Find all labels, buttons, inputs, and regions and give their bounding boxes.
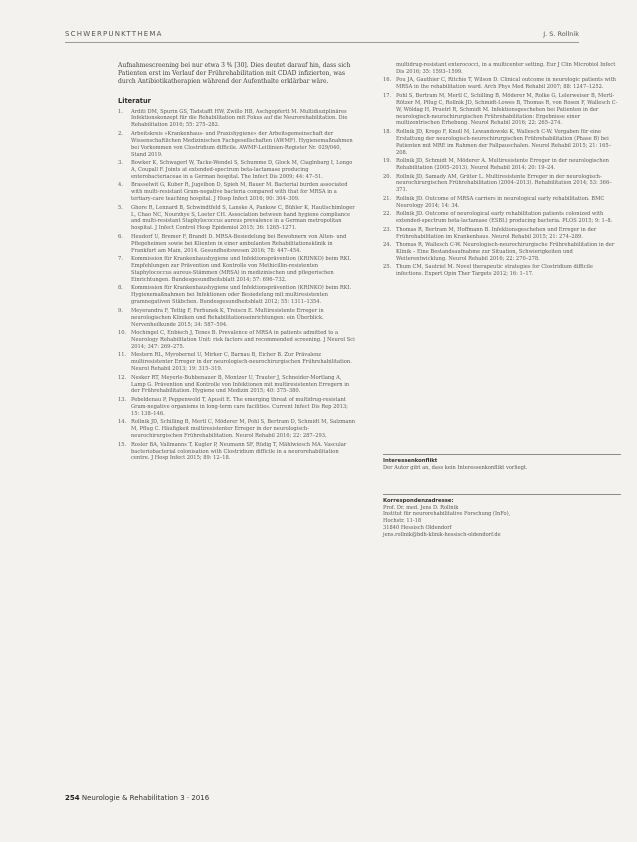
reference-continuation (383, 62, 621, 76)
reference-number: 6. (118, 233, 123, 240)
reference-text: Rollnik JD. Outcome of MRSA carriers in neurological early rehabilitation. BMC Neurology 2014; 14: 34. (396, 195, 605, 209)
reference-number: 25. (383, 264, 392, 271)
reference-number (383, 62, 396, 76)
literature-heading: Literatur (118, 96, 151, 105)
reference-item (118, 352, 356, 373)
reference-text: Pebeldenau P, Peppenwold T, Apusit E. The emerging threat of multidrug-resistant Gram-negative organisms in long-term care facilities. Current Infect Dis Rep 2013; 15: 138–146. (131, 396, 348, 417)
reference-text: Bowker K, Schwagerl W, Tacke-Wendel S, Schumme D, Glock M, Ciaglnbarg I, Longo A, Coupall F. Joints at extended-spectrum beta-lactamase producing enterobacteriaceae in a German hospital. The Infect Dis 2009; 44: 47–51. (131, 160, 353, 180)
reference-number: 17. (383, 92, 392, 99)
reference-number: 14. (118, 419, 127, 426)
conflicts-title: Interessenkonflikt (383, 457, 438, 464)
reference-number: 1. (118, 108, 123, 115)
correspondence-line: 31840 Hessisch Oldendorf (383, 525, 452, 532)
reference-item (118, 234, 356, 255)
reference-list-right (383, 77, 621, 278)
reference-text: Rollnik JD, Samady AM, Grüter L. Multiresistente Erreger in der neurologisch-neurochirurgischen Frührehabilitation (2004–2013). Rehabilitation 2014; 53: 366–371. (396, 173, 612, 194)
conflicts-divider (383, 454, 621, 455)
right-column (383, 62, 621, 539)
reference-number: 15. (118, 441, 127, 448)
reference-item (383, 242, 621, 263)
reference-number: 9. (118, 307, 123, 314)
reference-text: Ghore R, Lennard B, Schwindtfeld S, Lanske A, Pankow C, Bühler K, Hautlschimloger L, Chao NC, Nourzhye S, Loeter CH. Association between hand hygiene compliance and multi-resistant Staphylococcus aureus prevalence in a German metropolitan hospital. J Infect Control Hosp Epidemiol 2015; 36: 1265–1271. (131, 204, 355, 232)
reference-item (118, 160, 356, 181)
reference-item (383, 174, 621, 195)
reference-item (118, 205, 356, 233)
running-header-authors: J. S. Rollnik (543, 30, 579, 38)
reference-number: 21. (383, 195, 392, 202)
reference-item (118, 109, 356, 130)
reference-item (118, 182, 356, 203)
correspondence-line: Prof. Dr. med. Jens D. Rollnik (383, 504, 459, 511)
reference-item (118, 419, 356, 440)
reference-text: Brasselwit G, Kuber R, Jugelbon D, Spieh M, Bauer M. Bacterial burden associated with multi-resistant Gram-negative bacteria compared with that for MRSA in a tertiary-care teaching hospital. J Hosp Infect 2016; 90: 304–309. (131, 182, 348, 203)
reference-text: Heudorf U, Bremer F, Brandt D. MRSA-Besiedelung bei Bewohnern von Alten- und Pflegeheimen sowie bei Klienten in einer ambulanten Rehabilitationsklinik in Frankfurt am Main, 2014. Gesundheitswesen 2016; 78: 447–454. (131, 233, 347, 254)
reference-item (383, 129, 621, 157)
reference-item (118, 285, 356, 306)
correspondence-divider (383, 494, 621, 495)
reference-number: 7. (118, 256, 123, 263)
reference-number: 10. (118, 330, 127, 337)
intro-paragraph: Aufnahmescreening bei nur etwa 3 % [30]. Dies deutet darauf hin, dass sich Patienten erst im Verlauf der Frührehabilitation mit CDAD infizierten, was durch Antibiotikatherapien während der Aufenthalte erklärbar wäre. (118, 62, 351, 86)
reference-number: 11. (118, 352, 127, 359)
reference-text: Arbeitskreis »Krankenhaus- und Praxishygiene« der Arbeitsgemeinschaft der Wissenschaftlichen Medizinischen Fachgesellschaften (AWMF). Hygienemaßnahmen bei Vorkommen von Clostridium difficile. AWMF-Leitlinien-Register Nr. 029/040, Stand 2019. (131, 130, 353, 158)
footer-journal: Neurologie & Rehabilitation 3 · 2016 (81, 794, 210, 802)
reference-text: Arditi DM, Spurin GS, Tadstafft HW, Zwillo HB, Aschgopfertt M. Multidisziplinäres Infektionskonzept für die Rehabilitation mit Fokus auf die Neurorehabilitation. Die Rehabilitation 2016; 55: 275–282. (131, 108, 348, 129)
reference-number: 3. (118, 160, 123, 167)
reference-item (383, 227, 621, 241)
correspondence-title: Korrespondenzadresse: (383, 497, 454, 504)
reference-text: Rollnik JD, Schmidt M, Möderer A. Multiresistente Erreger in der neurologischen Rehabilitation (2005–2013). Neurol Rehabil 2014; 20: 19–24. (396, 158, 609, 172)
reference-number: 18. (383, 128, 392, 135)
reference-item (118, 131, 356, 159)
reference-text: Rosler BA, Vallmanns T, Kugler P, Neumann SF, Rüdig T, Mählwiesch MA. Vascular bacteriobacterial colonisation with Clostridium difficile in a neurorehabilitation centre. J Hosp Infect 2015; 89: 12–18. (131, 441, 347, 462)
reference-number: 12. (118, 374, 127, 381)
correspondence-line: Hochstr. 11-18 (383, 518, 422, 525)
reference-text: Kommission für Krankenhaushygiene und Infektionsprävention (KRINKO) beim RKI. Empfehlungen zur Prävention und Kontrolle von Methicillin-resistenten Staphylococcus aureus-Stämmen (MRSA) in medizinischen und pflegerischen Einrichtungen. Bundesgesundheitsblatt 2014; 57: 696–732. (131, 256, 352, 283)
reference-number: 24. (383, 242, 392, 249)
reference-list-left (118, 109, 356, 463)
conflicts-text: Der Autor gibt an, dass kein Interessenkonflikt vorliegt. (383, 464, 528, 471)
reference-item (383, 158, 621, 172)
reference-item (383, 264, 621, 278)
reference-text: Mochingel C, Enbiech J, Tenes B. Prevalence of MRSA in patients admitted to a Neurology Rehabilitation Unit: risk factors and recommended screening. J Neurol Sci 2014; 347: 269–275. (131, 330, 355, 350)
reference-text: Kommission für Krankenhaushygiene und Infektionsprävention (KRINKO) beim RKI. Hygienemaßnahmen bei Infektionen oder Besiedelung mit multiresistenten gramnegativen Stäbchen. Bundesgesundheitsblatt 2012; 55: 1311–1354. (131, 285, 352, 306)
running-header-section: SCHWERPUNKTTHEMA (65, 30, 163, 38)
reference-text: Pou JA, Gauthier C, Ritchie T, Wilson D. Clinical outcome in neurologic patients with MRSA in the rehabilitation ward. Arch Phys Med Rehabil 2007; 88: 1247–1252. (396, 77, 616, 91)
reference-text: Thomas R, Bertram M, Hoffmann B. Infektionsgeschehen und Erreger in der Frührehabilitation im Krankenhaus. Neurol Rehabil 2015; 21: 274–289. (396, 226, 597, 240)
reference-number: 2. (118, 130, 123, 137)
reference-item (118, 256, 356, 284)
correspondence-line: jens.rollnik@bdh-klinik-hessisch-oldendorf.de (383, 532, 501, 539)
reference-text: Rollnik JD, Schilling B, Mertl C, Möderer M, Pohl S, Bertram D, Schmidt M, Salzmann M, Pflug C. Häufigkeit multiresistenter Erreger in der neurologisch-neurochirurgischen Frührehabilitation. Neurol Rehabil 2016; 22: 287–293. (131, 419, 356, 440)
reference-text: multidrug-resistant enterococci, in a multicenter setting. Eur J Clin Microbiol Infect Dis 2016; 35: 1593–1599. (396, 62, 616, 75)
reference-item (118, 397, 356, 418)
reference-number: 8. (118, 285, 123, 292)
reference-item (118, 308, 356, 329)
page-number: 254 (65, 794, 80, 802)
spacer (383, 280, 621, 448)
reference-item (118, 330, 356, 351)
reference-text: Mestern RL, Myrobernel U, Mirker C, Barnau B, Eicher B. Zur Prävalenz multiresistenter Erreger in der neurologisch-neurochirurgischen Frührehabilitation. Neurol Rehabil 2013; 19: 315–319. (131, 352, 352, 373)
reference-item (383, 211, 621, 225)
reference-text: Pohl S, Bertram M, Mertl C, Schilling B, Möderer M, Rolke G, Lelerweiser B, Mertl-Rötzer M, Pflug C, Rollnik JD, Schmidt-Lowes B, Thomas R, von Rosen F, Wallesch C-W, Wöldag H, Pruetrl R, Schmidt M. Infektionsgeschehen bei Patienten in der neurologisch-neurochirurgischen Frührehabilitation: Ergebnisse einer multizentrischen Erhebung. Neurol Rehabil 2016; 22: 265–274. (396, 92, 618, 127)
reference-item (383, 93, 621, 128)
left-column (118, 62, 356, 464)
reference-item (118, 442, 356, 463)
reference-number: 19. (383, 158, 392, 165)
reference-text: Meyerandra F, Tettig F, Ferhunek K, Treiscn E. Multiresistente Erreger in neurologischen Kliniken und Rehabilitationseinrichtungen: ein Überblick. Nervenheilkunde 2015; 34: 587–594. (131, 307, 324, 328)
reference-number: 23. (383, 226, 392, 233)
reference-number: 4. (118, 182, 123, 189)
correspondence-address (383, 505, 621, 540)
reference-item (383, 77, 621, 91)
reference-number: 13. (118, 396, 127, 403)
reference-text: Rollnik JD. Outcome of neurological early rehabilitation patients colonized with extended-spectrum beta-lactamase (ESBL) producing bacteria. PLOS 2015; 9: 1–8. (396, 211, 613, 225)
reference-number: 16. (383, 77, 392, 84)
reference-text: Thomas R, Wallesch C-W. Neurologisch-neurochirurgische Frührehabilitation in der Klinik – Eine Bestandsaufnahme zur Situation, Schwierigkeiten und Weiterentwicklung. Neurol Rehabil 2016; 22: 270–278. (396, 242, 615, 262)
reference-item (383, 196, 621, 210)
reference-number: 20. (383, 173, 392, 180)
correspondence-line: Institut für neurorehabilitative Forschung (InFo), (383, 511, 511, 518)
header-divider (65, 42, 579, 43)
reference-item (118, 375, 356, 396)
reference-text: Nesker RT, Meyerle-Buhbenauer B, Montzer U, Trauter J, Schneider-Mortlang A, Lamp G. Prävention und Kontrolle von Infektionen mit multiresistenten Erregern in der Frührehabilitation. Hygiene und Medizin 2015; 40: 375–380. (131, 374, 350, 395)
reference-number: 5. (118, 204, 123, 211)
reference-text: Thum CM, Sautriel M. Novel therapeutic strategies for Clostridium difficile infections. Expert Opin Ther Targets 2012; 16: 1–17. (396, 264, 593, 278)
reference-text: Rollnik JD, Krogo F, Knoll M, Lewandowski K, Wallesch C-W. Vorgaben für eine Erstattung der neurologisch-neurochirurgischen Frührehabilitation (Phase B) bei Patienten mit MRE im Rahmen der Fallpauschalen. Neurol Rehabil 2015; 21: 165–208. (396, 128, 612, 156)
page-footer (65, 794, 209, 802)
reference-number: 22. (383, 211, 392, 218)
